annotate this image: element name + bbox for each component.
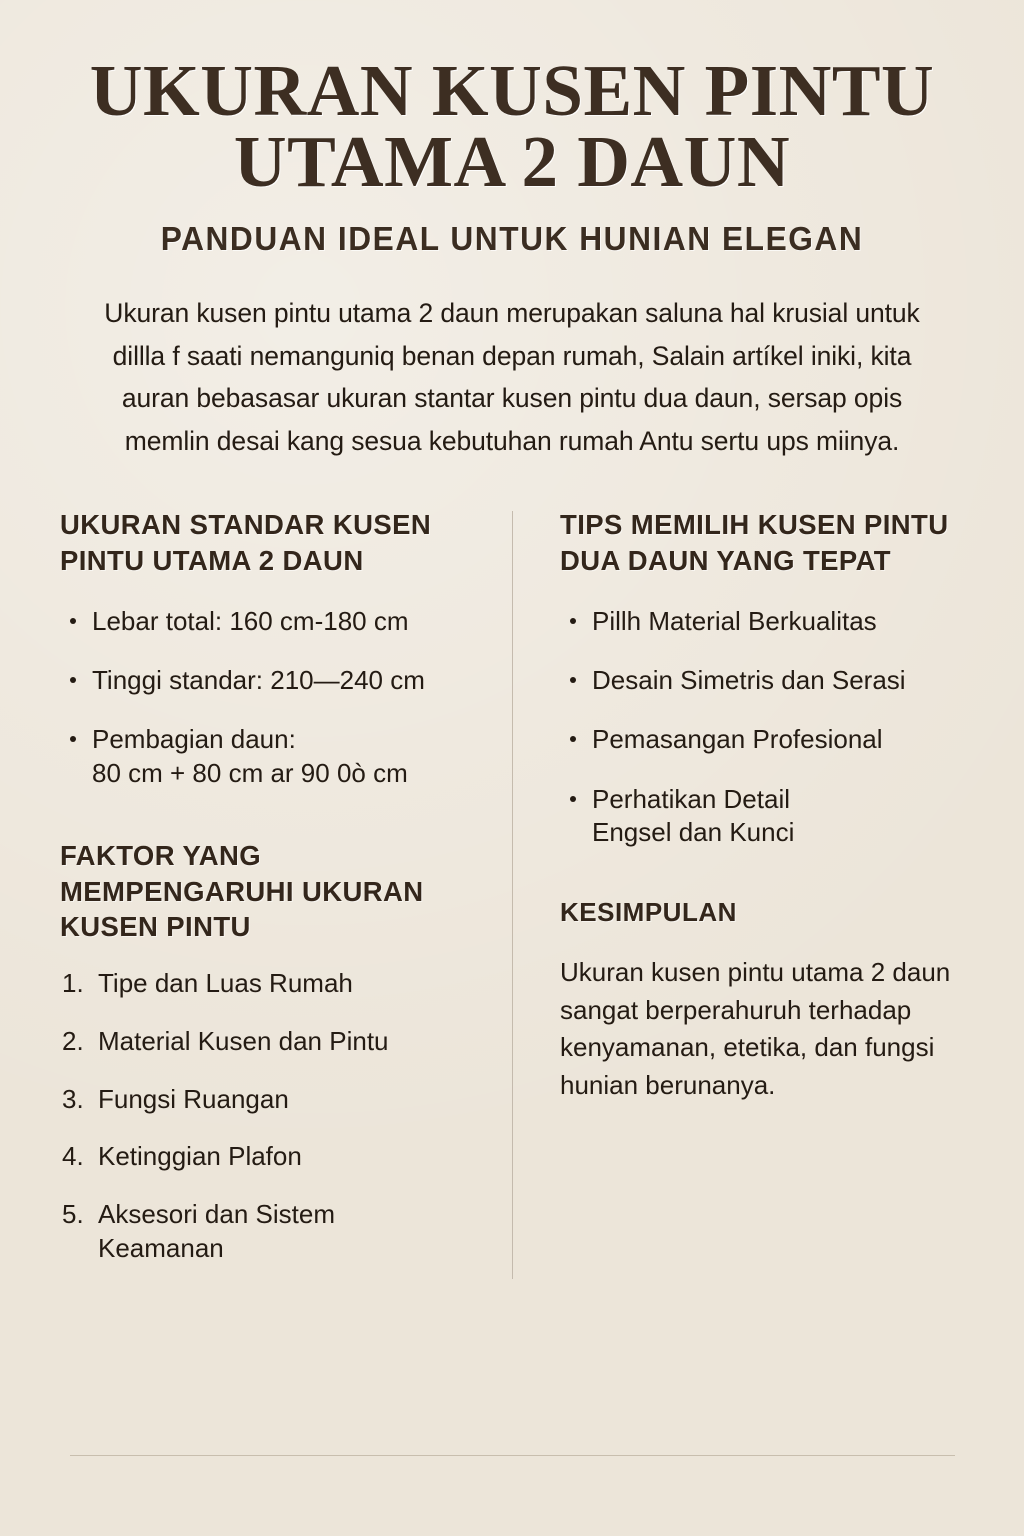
faktor-list: [60, 967, 474, 1266]
list-item-line-1: Pemasangan Profesional: [592, 724, 883, 755]
page-title: [60, 50, 964, 202]
right-column: [512, 507, 964, 1131]
section-heading: KESIMPULAN: [560, 897, 737, 928]
list-item: [60, 1083, 474, 1117]
conclusion-paragraph: Ukuran kusen pintu utama 2 daun sangat berperahuruh terhadap kenyamanan, etetika, dan fungsi hunian berunanya.: [560, 957, 951, 1101]
tips-list: [560, 605, 964, 849]
list-item: [60, 967, 474, 1001]
list-item-line-2: 80 cm + 80 cm ar 90 0ò cm: [92, 757, 408, 788]
list-item-line-1: Ketinggian Plafon: [98, 1141, 302, 1172]
list-item: [560, 605, 964, 638]
header: [0, 0, 1024, 258]
list-item: [60, 664, 474, 697]
section-heading: UKURAN STANDAR KUSEN PINTU UTAMA 2 DAUN: [60, 509, 432, 577]
column-divider: [512, 511, 513, 1279]
page-subtitle: PANDUAN IDEAL UNTUK HUNIAN ELEGAN: [160, 219, 864, 257]
left-column: [60, 507, 512, 1266]
list-item-line-2: Keamanan: [98, 1233, 224, 1264]
title-line-1: UKURAN KUSEN PINTU: [89, 50, 935, 131]
section-ukuran-standar: [60, 507, 474, 790]
list-item: [60, 1140, 474, 1174]
section-faktor: [60, 838, 474, 1266]
intro-paragraph: Ukuran kusen pintu utama 2 daun merupakan saluna hal krusial untuk dillla f saati nemanguniq benan depan rumah, Salain artíkel iniki, kita auran bebasasar ukuran stantar kusen pintu dua daun, sersap opis memlin desai kang sesua kebutuhan rumah Antu sertu ups miinya.: [104, 297, 920, 457]
list-item-line-1: Lebar total: 160 cm-180 cm: [92, 605, 409, 636]
list-item: [560, 723, 964, 756]
list-item-line-2: Engsel dan Kunci: [592, 816, 795, 847]
list-item: [60, 1025, 474, 1059]
list-item: [60, 1198, 474, 1266]
list-item-line-1: Aksesori dan Sistem: [98, 1199, 335, 1230]
section-heading: TIPS MEMILIH KUSEN PINTU DUA DAUN YANG TEPAT: [560, 509, 949, 577]
list-item-line-1: Perhatikan Detail: [592, 783, 790, 814]
list-item: [60, 605, 474, 638]
section-heading: FAKTOR YANG MEMPENGARUHI UKURAN KUSEN PINTU: [60, 839, 424, 943]
list-item: [560, 664, 964, 697]
list-item-line-1: Pillh Material Berkualitas: [592, 605, 877, 636]
content-columns: [0, 507, 1024, 1266]
title-line-2: UTAMA 2 DAUN: [233, 120, 791, 202]
section-kesimpulan: [560, 897, 964, 1105]
list-item-line-1: Tipe dan Luas Rumah: [98, 968, 353, 999]
list-item-line-1: Desain Simetris dan Serasi: [592, 665, 906, 696]
footer-divider: [70, 1455, 955, 1456]
list-item: [60, 723, 474, 790]
list-item-line-1: Material Kusen dan Pintu: [98, 1025, 389, 1056]
list-item-line-1: Fungsi Ruangan: [98, 1083, 289, 1114]
list-item-line-1: Tinggi standar: 210—240 cm: [92, 665, 425, 696]
list-item-line-1: Pembagian daun:: [92, 724, 296, 755]
ukuran-standar-list: [60, 605, 474, 790]
section-tips-memilih: [560, 507, 964, 849]
list-item: [560, 783, 964, 850]
